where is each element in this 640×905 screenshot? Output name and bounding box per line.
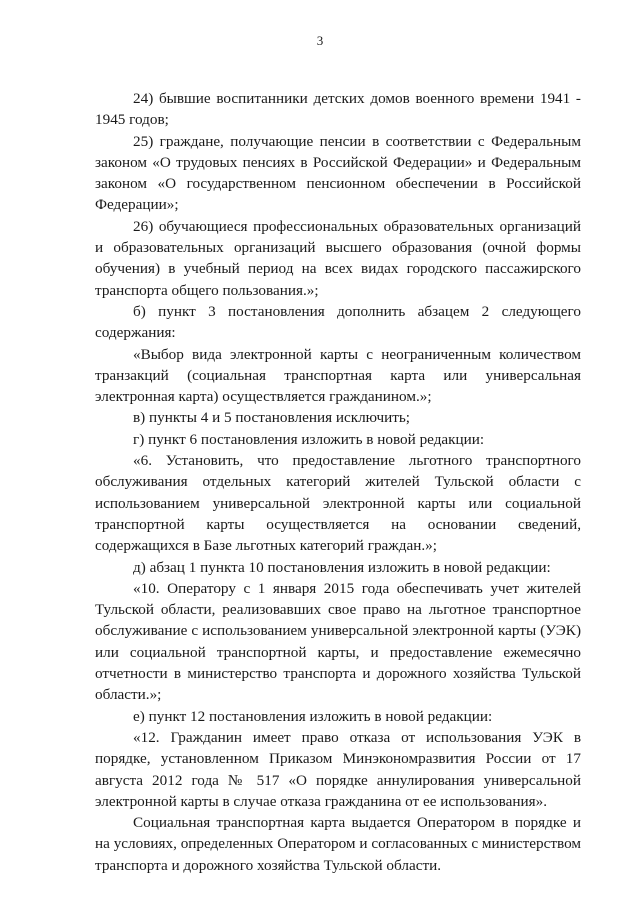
paragraph-point-10: «10. Оператору с 1 января 2015 года обеспечивать учет жителей Тульской области, реализовавших свое право на льготное транспортное обслуживание с использованием универсальной электронной карты (УЭК) или социальной транспортной карты, и предоставление ежемесячно отчетности в министерство транспорта и дорожного хозяйства Тульской области.»; xyxy=(95,579,581,704)
paragraph-point-6: «6. Установить, что предоставление льготного транспортного обслуживания отдельных категорий жителей Тульской области с использованием универсальной электронной карты или социальной транспортной карты осуществляется на основании сведений, содержащихся в Базе льготных категорий граждан.»; xyxy=(95,452,581,555)
document-body xyxy=(95,88,581,876)
paragraph-amendment-e: е) пункт 12 постановления изложить в новой редакции: xyxy=(133,707,493,725)
paragraph-card-choice: «Выбор вида электронной карты с неограниченным количеством транзакций (социальная транспортная карта или универсальная электронная карта) осуществляется гражданином.»; xyxy=(95,345,581,406)
paragraph-amendment-g: г) пункт 6 постановления изложить в новой редакции: xyxy=(133,430,485,448)
paragraph-item-25: 25) граждане, получающие пенсии в соответствии с Федеральным законом «О трудовых пенсиях в Российской Федерации» и Федеральным законом «О государственном пенсионном обеспечении в Российской Федерации»; xyxy=(95,132,581,214)
paragraph-social-card: Социальная транспортная карта выдается Оператором в порядке и на условиях, определенных Оператором и согласованных с министерством транспорта и дорожного хозяйства Тульской области. xyxy=(95,814,581,874)
paragraph-point-12: «12. Гражданин имеет право отказа от использования УЭК в порядке, установленном Приказом Минэкономразвития России от 17 августа 2012 года № 517 «О порядке аннулирования универсальной электронной карты в случае отказа гражданина от ее использования». xyxy=(95,728,581,810)
paragraph-item-24: 24) бывшие воспитанники детских домов военного времени 1941 - 1945 годов; xyxy=(95,90,581,129)
page-number: 3 xyxy=(316,33,324,48)
paragraph-item-26: 26) обучающиеся профессиональных образовательных организаций и образовательных организаций высшего образования (очной формы обучения) в учебный период на всех видах городского пассажирского транспорта общего пользования.»; xyxy=(95,217,581,299)
paragraph-amendment-b: б) пункт 3 постановления дополнить абзацем 2 следующего содержания: xyxy=(95,302,581,342)
paragraph-amendment-d: д) абзац 1 пункта 10 постановления изложить в новой редакции: xyxy=(133,558,551,576)
paragraph-amendment-v: в) пункты 4 и 5 постановления исключить; xyxy=(133,409,410,427)
